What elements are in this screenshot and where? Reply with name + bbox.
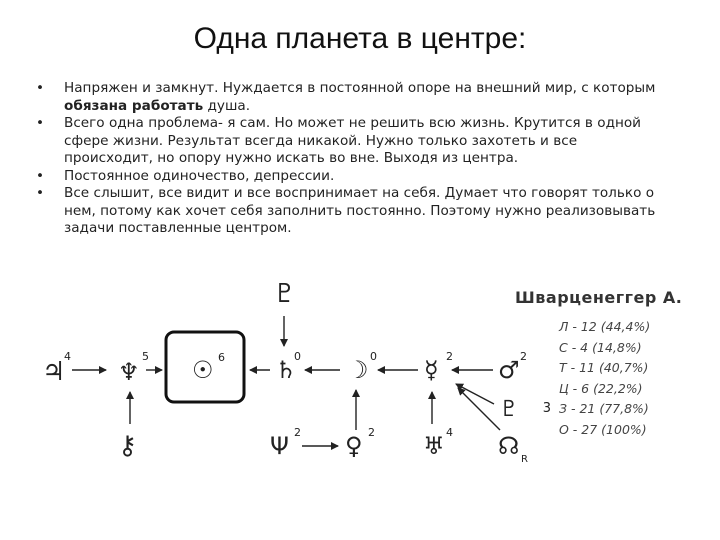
bullet-text: Всего одна проблема- я сам. Но может не решить всю жизнь. Крутится в одной сфере жизни. Результат всегда никакой. Нужно только захотеть и все происходит, но опору нужно искать во вне. Выходя из центра. — [64, 115, 642, 166]
bullet-list — [30, 80, 670, 238]
venus-number: 2 — [368, 426, 375, 439]
mercury-glyph: ☿ — [424, 356, 439, 384]
stat-label: О - 27 (100%) — [559, 421, 647, 437]
sun-number: 6 — [218, 351, 225, 364]
mars-number: 2 — [520, 350, 527, 363]
arrow-pluto-mercury — [456, 384, 494, 404]
sun-glyph: ☉ — [192, 356, 214, 384]
bullet-text: Напряжен и замкнут. Нуждается в постоянной опоре на внешний мир, с которым — [64, 80, 656, 96]
uranus-number: 4 — [446, 426, 453, 439]
stat-label: Л - 12 (44,4%) — [559, 319, 651, 334]
psi-number: 2 — [294, 426, 301, 439]
slide-title: Одна планета в центре: — [193, 22, 527, 55]
bullet-item — [30, 168, 670, 186]
stat-label: Ц - 6 (22,2%) — [559, 380, 643, 396]
neptune-glyph: ♆ — [118, 358, 140, 386]
uranus-glyph: ♅ — [423, 432, 445, 460]
stat-row — [515, 317, 695, 338]
stat-row — [515, 420, 695, 441]
bullet-dot: • — [36, 115, 45, 131]
bullet-dot: • — [36, 167, 45, 184]
saturn-number: 0 — [294, 350, 301, 363]
node-number: R — [521, 454, 528, 465]
bullet-item — [30, 80, 670, 115]
stat-row — [515, 379, 695, 400]
chiron-glyph: ⚷ — [118, 431, 138, 461]
stat-row — [515, 399, 695, 420]
mars-glyph: ♂ — [498, 356, 520, 384]
bullet-dot: • — [36, 80, 45, 96]
saturn-glyph: ♄ — [275, 356, 297, 384]
stat-label: С - 4 (14,8%) — [559, 339, 642, 355]
bullet-text: Все слышит, все видит и все воспринимает на себя. Думает что говорят только о нем, потому как хочет себя заполнить постоянно. Поэтому нужно реализовывать задачи поставленные центром. — [64, 185, 656, 236]
bullet-bold-text: обязана работать — [64, 97, 204, 114]
bullet-item — [30, 115, 670, 168]
bullet-text-end: душа. — [203, 97, 251, 114]
bullet-text: Постоянное одиночество, депрессии. — [64, 167, 335, 184]
moon-glyph: ☽ — [347, 356, 369, 384]
arrow-node-mercury — [458, 388, 500, 430]
moon-number: 0 — [370, 350, 377, 363]
neptune-number: 5 — [142, 350, 149, 363]
pluto-top-glyph: ♇ — [273, 279, 297, 309]
stats-panel — [515, 288, 695, 440]
psi-glyph: Ψ — [270, 432, 289, 460]
person-name: Шварценеггер А. — [515, 288, 683, 307]
stat-row — [515, 338, 695, 359]
mercury-number: 2 — [446, 350, 453, 363]
jupiter-number: 4 — [64, 350, 71, 363]
stat-mark: 3 — [542, 401, 551, 416]
node-glyph: ☊ — [498, 432, 520, 460]
stat-label: Т - 11 (40,7%) — [559, 360, 649, 375]
bullet-dot: • — [36, 185, 45, 201]
stat-row — [515, 358, 695, 379]
bullet-item — [30, 185, 670, 238]
venus-glyph: ♀ — [345, 432, 363, 460]
stat-label: З - 21 (77,8%) — [559, 401, 649, 416]
pluto-glyph: ♇ — [499, 397, 519, 422]
jupiter-glyph: ♃ — [42, 357, 66, 387]
